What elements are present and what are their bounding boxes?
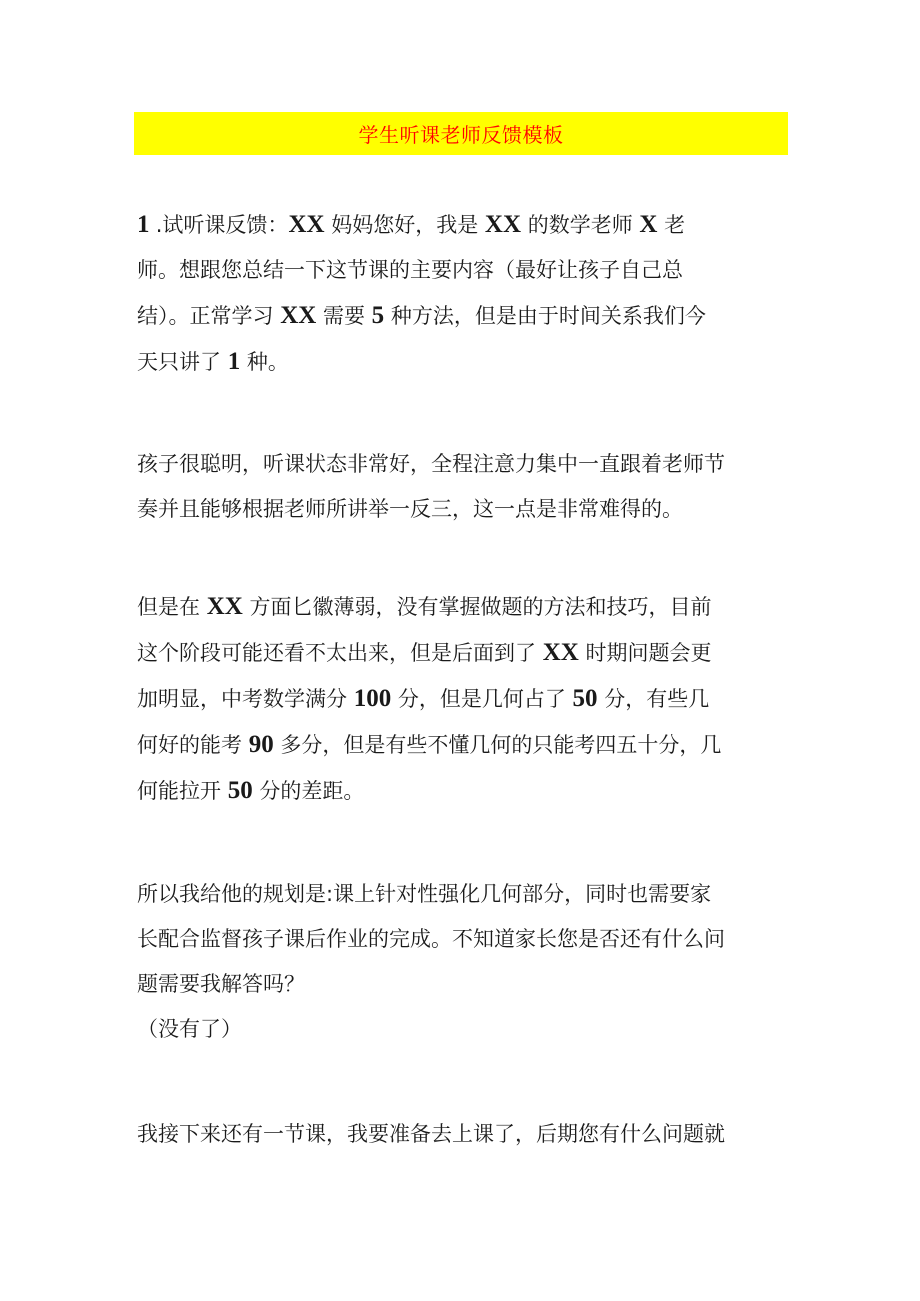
text-run: 加明显，中考数学满分: [137, 687, 354, 711]
emphasis-number: 1: [137, 211, 156, 238]
text-run: 种。: [240, 350, 289, 374]
text-line: [137, 202, 797, 248]
emphasis-number: XX: [280, 302, 317, 329]
text-run: 天只讲了: [137, 350, 228, 374]
text-run: 孩子很聪明，听课状态非常好，全程注意力集中一直跟着老师节: [137, 452, 725, 476]
text-line: [137, 1007, 797, 1052]
text-run: 我接下来还有一节课，我要准备去上课了，后期您有什么问题就: [137, 1122, 725, 1146]
text-run: 分，但是几何占了: [391, 687, 573, 711]
text-run: 的数学老师: [521, 213, 640, 237]
text-line: [137, 584, 797, 630]
text-line: [137, 722, 797, 768]
text-run: 这个阶段可能还看不太出来，但是后面到了: [137, 641, 543, 665]
emphasis-number: X: [639, 211, 658, 238]
paragraph-child-performance: [137, 442, 797, 532]
emphasis-number: XX: [206, 593, 243, 620]
text-run: （没有了）: [137, 1017, 242, 1041]
emphasis-number: 50: [572, 685, 598, 712]
emphasis-number: 1: [227, 348, 241, 375]
text-line: [137, 487, 797, 532]
text-run: 分的差距。: [252, 779, 365, 803]
document-title: 学生听课老师反馈模板: [358, 123, 564, 147]
paragraph-trial-feedback: [137, 202, 797, 385]
text-run: .试听课反馈：: [155, 213, 289, 237]
emphasis-number: XX: [288, 211, 325, 238]
text-line: [137, 1112, 797, 1157]
emphasis-number: XX: [542, 639, 579, 666]
text-run: 奏并且能够根据老师所讲举一反三，这一点是非常难得的。: [137, 497, 683, 521]
title-banner: [134, 112, 788, 155]
emphasis-number: XX: [484, 211, 522, 238]
emphasis-number: 100: [353, 685, 392, 712]
text-run: 种方法，但是由于时间关系我们今: [384, 304, 706, 328]
paragraph-weakness: [137, 584, 797, 814]
text-line: [137, 768, 797, 814]
text-line: [137, 962, 797, 1007]
text-run: 方面匕徽薄弱，没有掌握做题的方法和技巧，目前: [242, 595, 712, 619]
text-line: [137, 339, 797, 385]
text-line: [137, 442, 797, 487]
emphasis-number: 50: [227, 777, 253, 804]
text-run: 所以我给他的规划是:课上针对性强化几何部分，同时也需要家: [137, 882, 712, 906]
text-run: 分，有些几: [597, 687, 710, 711]
text-line: [137, 872, 797, 917]
text-run: 妈妈您好，我是: [324, 213, 485, 237]
text-line: [137, 676, 797, 722]
text-run: 但是在: [137, 595, 207, 619]
text-run: 多分，但是有些不懂几何的只能考四五十分，几: [273, 733, 722, 757]
emphasis-number: 5: [371, 302, 385, 329]
text-run: 何好的能考: [137, 733, 249, 757]
text-run: 老: [657, 213, 686, 237]
text-run: 题需要我解答吗？: [137, 972, 305, 996]
text-line: [137, 917, 797, 962]
paragraph-plan: [137, 872, 797, 1052]
text-run: 时期问题会更: [578, 641, 712, 665]
text-line: [137, 630, 797, 676]
text-line: [137, 293, 797, 339]
text-run: 结）。正常学习: [137, 304, 281, 328]
text-run: 需要: [316, 304, 372, 328]
text-line: [137, 248, 797, 293]
text-run: 师。想跟您总结一下这节课的主要内容（最好让孩子自己总: [137, 258, 683, 282]
paragraph-closing: [137, 1112, 797, 1157]
text-run: 何能拉开: [137, 779, 228, 803]
emphasis-number: 90: [248, 731, 274, 758]
text-run: 长配合监督孩子课后作业的完成。不知道家长您是否还有什么问: [137, 927, 725, 951]
